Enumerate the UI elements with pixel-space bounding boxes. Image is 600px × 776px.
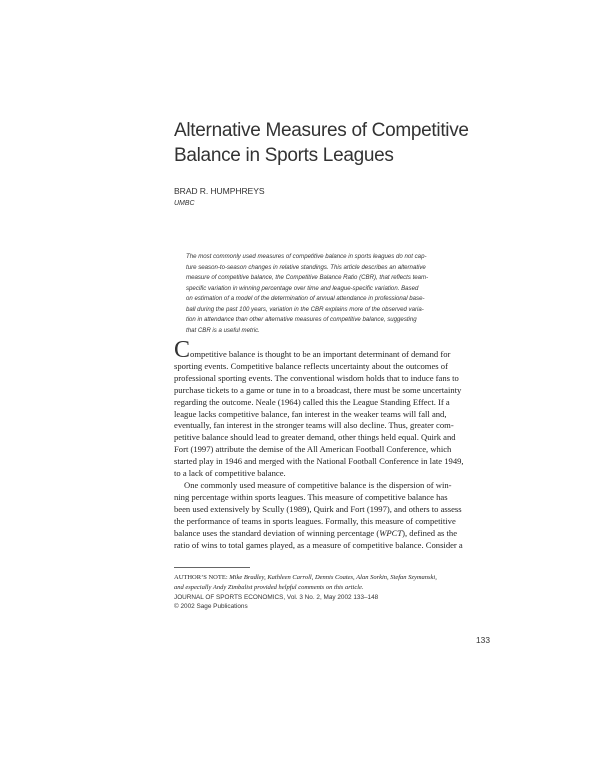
author-affiliation: UMBC [174, 200, 195, 207]
body-line: league lacks competitive balance, fan interest in the weaker teams will fall and, [174, 408, 447, 419]
title-line-2: Balance in Sports Leagues [174, 145, 394, 166]
note-line-2 [174, 583, 494, 593]
body-line: eventually, fan interest in the stronger teams will also decline. Thus, greater com- [174, 420, 454, 431]
abstract-line: ball during the past 100 years, variation in the CBR explains more of the observed varia- [186, 305, 424, 313]
body-line: started play in 1946 and merged with the National Football Conference in late 1949, [174, 456, 464, 467]
body-line: sporting events. Competitive balance reflects uncertainty about the outcomes of [174, 360, 448, 371]
wpct-post: ), defined as the [402, 527, 458, 538]
note-text: Mike Bradley, Kathleen Carroll, Dennis Coates, Alan Sorkin, Stefan Szymanski, [229, 574, 437, 581]
paragraph-1-first-line [174, 340, 494, 361]
body-line: professional sporting events. The conventional wisdom holds that to induce fans to [174, 372, 459, 383]
footnote-divider [174, 567, 250, 568]
body-line: petitive balance should lead to greater demand, other things held equal. Quirk and [174, 432, 456, 443]
article-title [174, 118, 514, 168]
wpct-pre: balance uses the standard deviation of winning percentage ( [174, 527, 380, 538]
abstract-line: ture season-to-season changes in relative standings. This article describes an alternative [186, 263, 426, 271]
abstract-line: tion in attendance than other alternative measures of competitive balance, suggesting [186, 316, 417, 323]
page-number: 133 [476, 635, 490, 645]
abstract-line: The most commonly used measures of competitive balance in sports leagues do not cap- [186, 253, 427, 260]
body-line: to a lack of competitive balance. [174, 468, 286, 479]
body-text [174, 340, 494, 551]
body-line: the performance of teams in sports leagues. Formally, this measure of competitive [174, 515, 456, 526]
body-line: ning percentage within sports leagues. This measure of competitive balance has [174, 491, 448, 502]
note-label: AUTHOR’S NOTE: [174, 574, 228, 581]
body-line: ompetitive balance is thought to be an important determinant of demand for [190, 349, 451, 359]
body-line: regarding the outcome. Neale (1964) called this the League Standing Effect. If a [174, 396, 450, 407]
abstract-line: that CBR is a useful metric. [186, 326, 260, 334]
abstract-line: specific variation in winning percentage over time and league-specific variation. Based [186, 284, 419, 292]
body-line: Fort (1997) attribute the demise of the All American Football Conference, which [174, 444, 452, 455]
body-line: been used extensively by Scully (1989), Quirk and Fort (1997), and others to assess [174, 503, 462, 514]
note-text: and especially Andy Zimbalist provided helpful comments on this article. [174, 583, 364, 591]
author-name: BRAD R. HUMPHREYS [174, 186, 265, 196]
body-line: ratio of wins to total games played, as a measure of competitive balance. Consider a [174, 539, 463, 550]
wpct-term: WPCT [379, 527, 403, 538]
copyright: © 2002 Sage Publications [174, 603, 248, 611]
abstract-line: on estimation of a model of the determination of annual attendance in professional base- [186, 295, 425, 302]
note-line-1 [174, 573, 494, 583]
abstract-line: measure of competitive balance, the Competitive Balance Ratio (CBR), that reflects team- [186, 274, 429, 281]
abstract [186, 252, 482, 336]
body-line-wpct [174, 528, 494, 540]
title-line-1: Alternative Measures of Competitive [174, 120, 469, 141]
journal-citation: JOURNAL OF SPORTS ECONOMICS, Vol. 3 No. 2, May 2002 133–148 [174, 593, 379, 601]
authors-note [174, 573, 494, 612]
drop-cap: C [174, 340, 191, 361]
body-line: One commonly used measure of competitive balance is the dispersion of win- [184, 479, 452, 490]
body-line: purchase tickets to a game or tune in to a broadcast, there must be some uncertainty [174, 384, 462, 395]
